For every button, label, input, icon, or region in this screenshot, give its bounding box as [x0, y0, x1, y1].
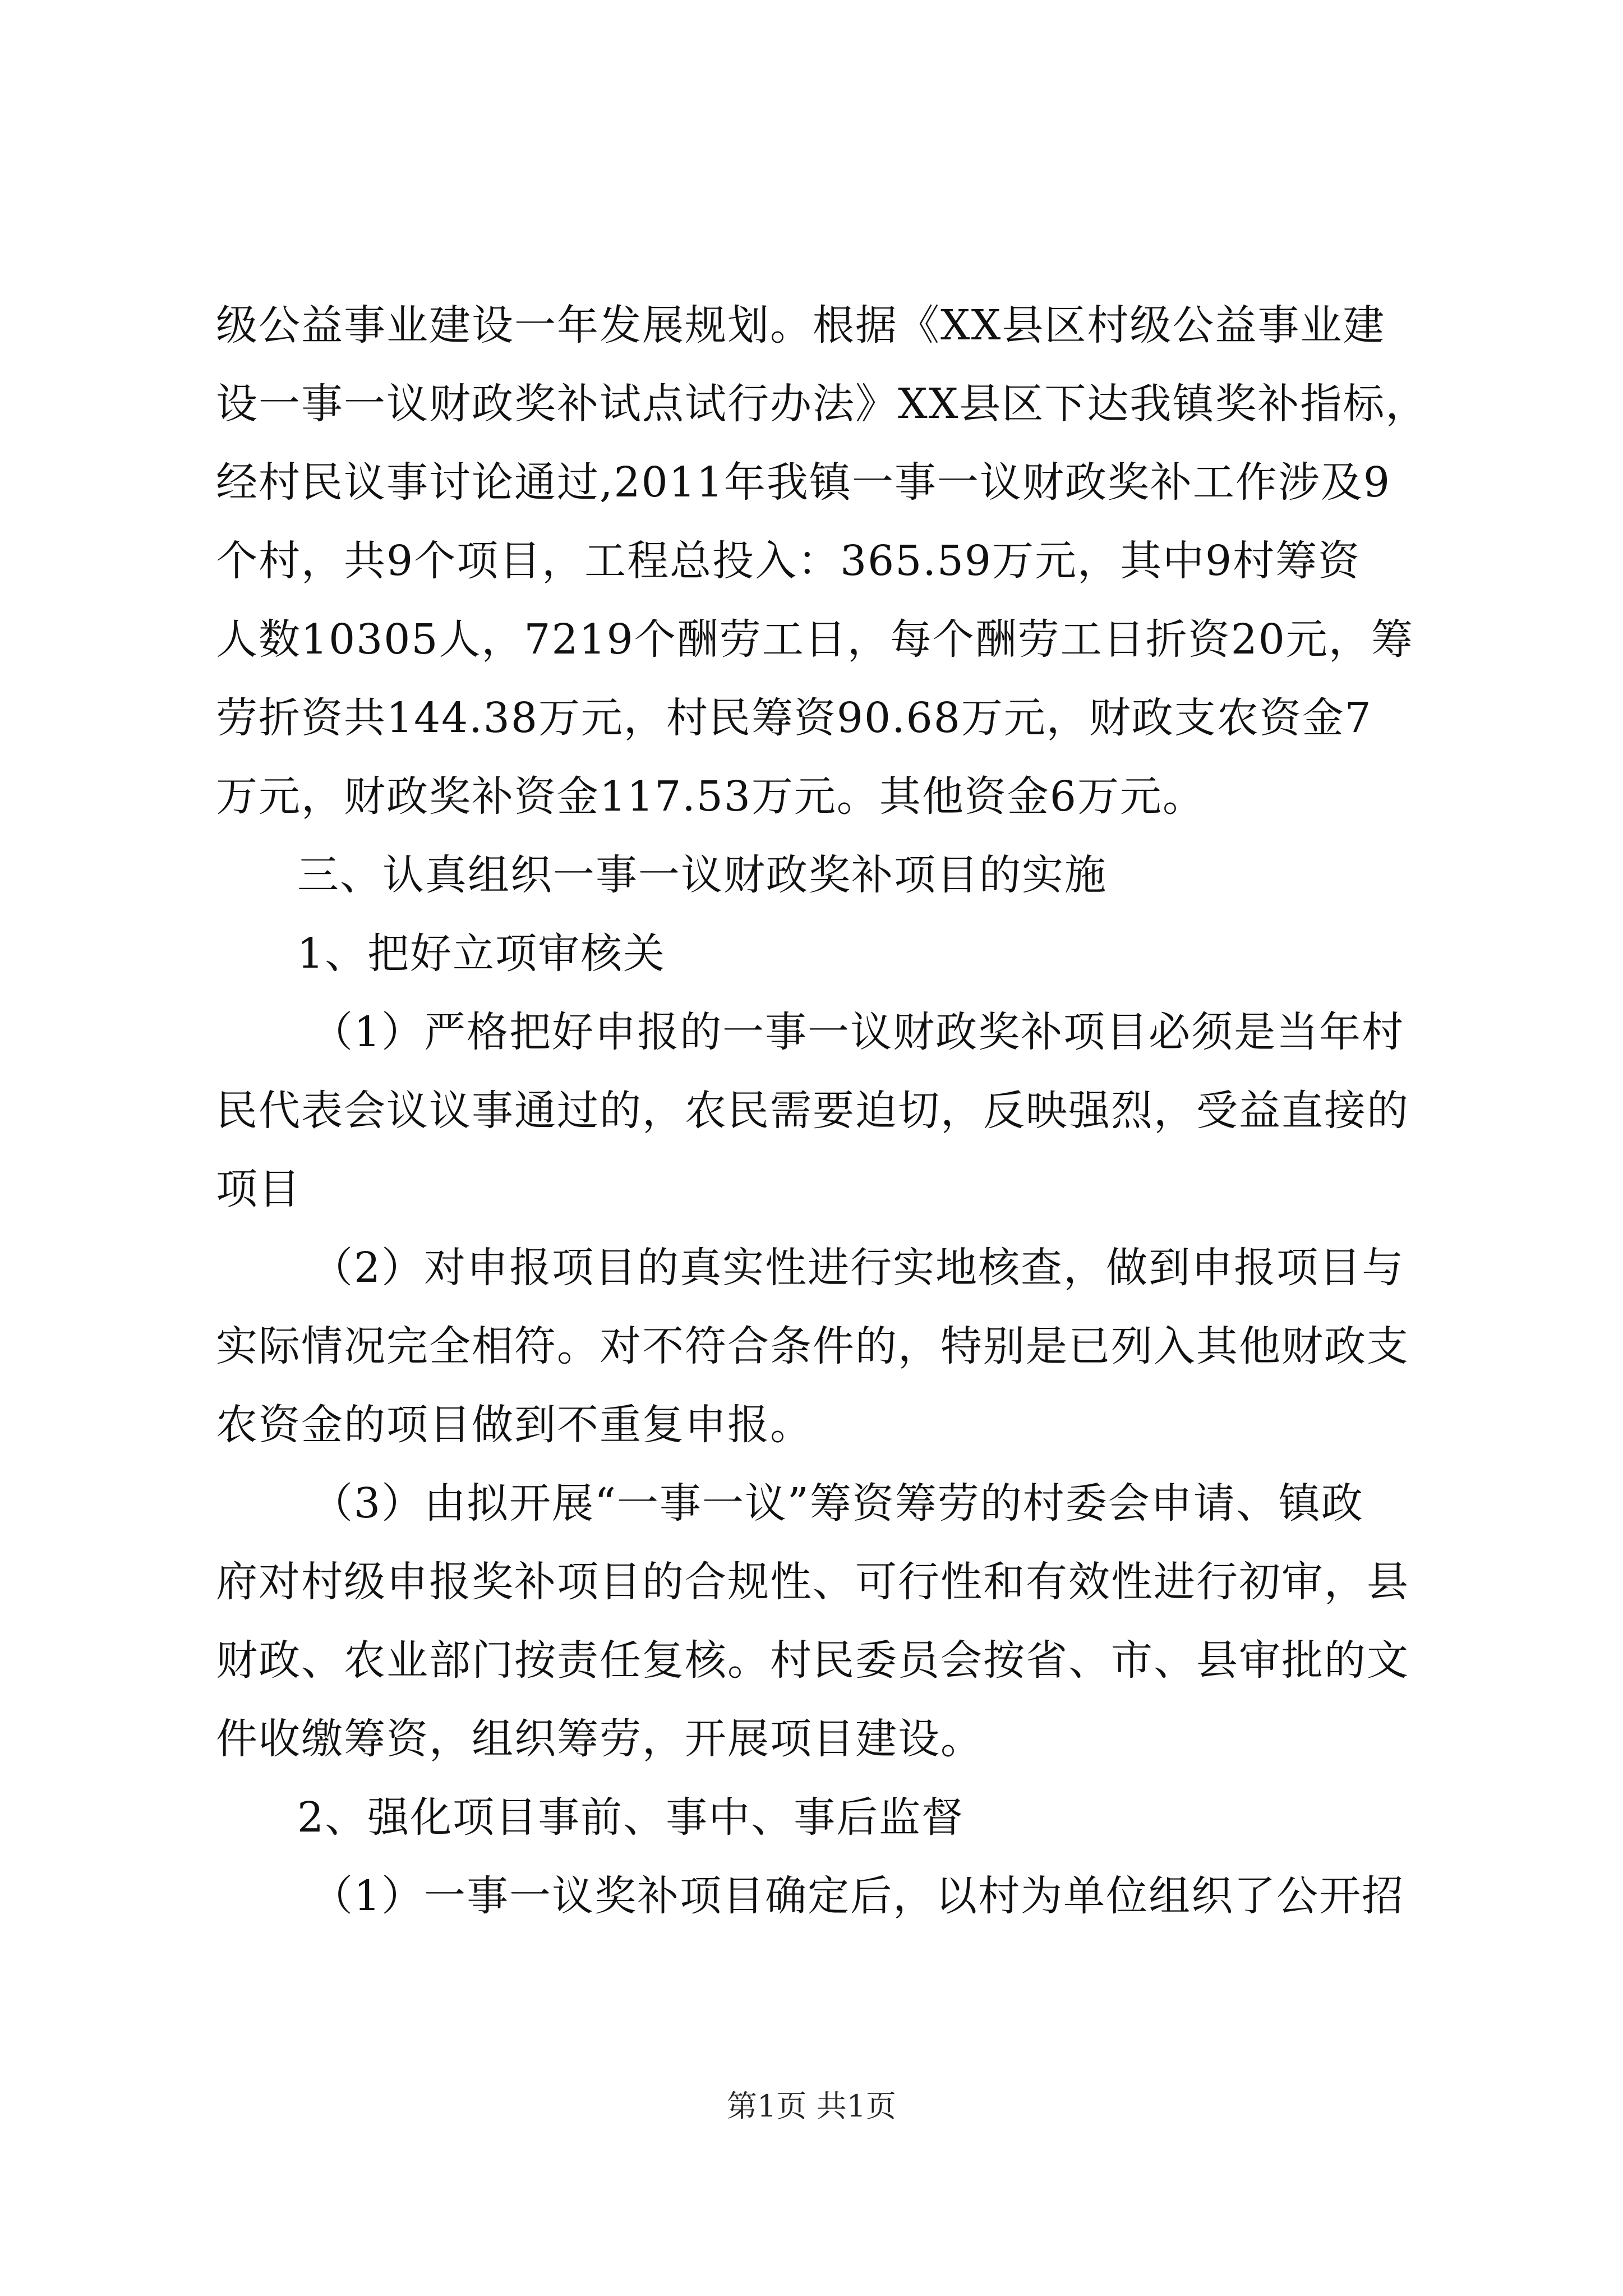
list-item-line: （1）一事一议奖补项目确定后，以村为单位组织了公开招	[311, 1872, 1405, 1920]
body-line: 民代表会议议事通过的，农民需要迫切，反映强烈，受益直接的	[216, 1087, 1409, 1135]
body-line: 件收缴筹资，组织筹劳，开展项目建设。	[216, 1715, 983, 1763]
body-line: 实际情况完全相符。对不符合条件的，特别是已列入其他财政支	[216, 1322, 1409, 1370]
body-line: 设一事一议财政奖补试点试行办法》XX县区下达我镇奖补指标，	[216, 380, 1428, 428]
body-line: 级公益事业建设一年发展规划。根据《XX县区村级公益事业建	[216, 301, 1386, 349]
subsection-heading: 2、强化项目事前、事中、事后监督	[297, 1793, 965, 1842]
body-line: 个村，共9个项目，工程总投入：365.59万元，其中9村筹资	[216, 537, 1361, 585]
list-item-line: （1）严格把好申报的一事一议财政奖补项目必须是当年村	[311, 1008, 1405, 1056]
body-line: 项目	[216, 1165, 301, 1213]
body-line: 劳折资共144.38万元，村民筹资90.68万元，财政支农资金7	[216, 694, 1372, 742]
list-item-line: （3）由拟开展“一事一议”筹资筹劳的村委会申请、镇政	[311, 1479, 1364, 1527]
body-line: 财政、农业部门按责任复核。村民委员会按省、市、县审批的文	[216, 1636, 1409, 1685]
page-footer: 第1页 共1页	[727, 2088, 896, 2124]
body-line: 万元，财政奖补资金117.53万元。其他资金6万元。	[216, 772, 1206, 821]
list-item-line: （2）对申报项目的真实性进行实地核查，做到申报项目与	[311, 1244, 1405, 1292]
section-heading: 三、认真组织一事一议财政奖补项目的实施	[297, 851, 1107, 899]
body-line: 府对村级申报奖补项目的合规性、可行性和有效性进行初审，县	[216, 1558, 1409, 1606]
subsection-heading: 1、把好立项审核关	[297, 930, 666, 978]
body-line: 人数10305人，7219个酬劳工日，每个酬劳工日折资20元，筹	[216, 615, 1414, 664]
body-line: 农资金的项目做到不重复申报。	[216, 1401, 813, 1449]
body-line: 经村民议事讨论通过,2011年我镇一事一议财政奖补工作涉及9	[216, 458, 1391, 507]
